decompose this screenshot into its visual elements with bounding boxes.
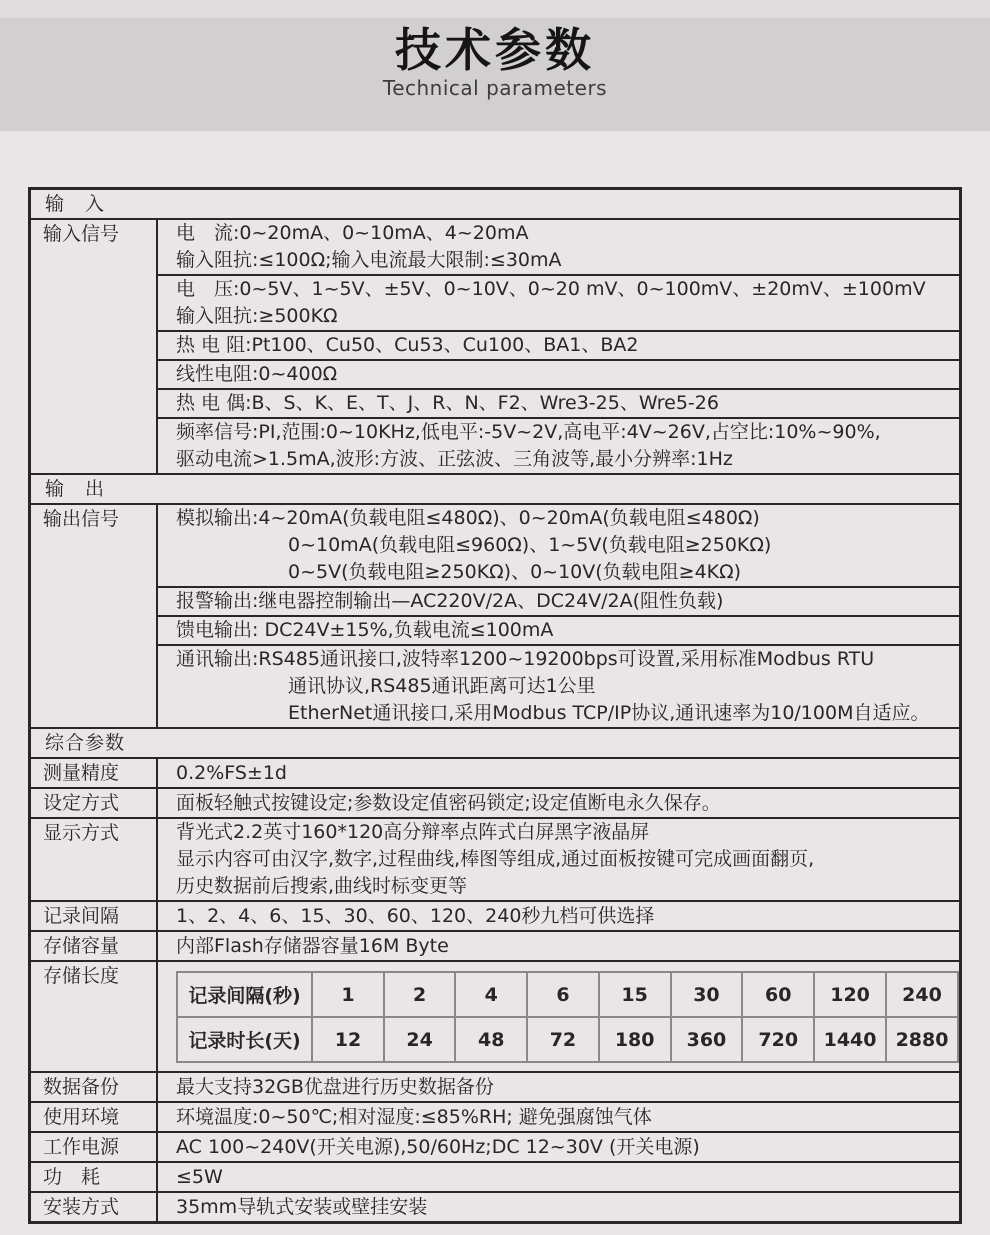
- input-subrow-rtd: [158, 330, 959, 359]
- spec-line: 35mm导轨式安装或壁挂安装: [176, 1196, 428, 1218]
- spec-line: 显示内容可由汉字,数字,过程曲线,棒图等组成,通过面板按键可完成画面翻页,: [176, 848, 815, 870]
- spec-row-accuracy: [31, 757, 959, 787]
- spec-line: 输入阻抗:≥500KΩ: [176, 305, 338, 327]
- row-label: 使用环境: [31, 1103, 158, 1131]
- storage-table-wrap: [158, 962, 959, 1071]
- spec-row-record-interval: [31, 900, 959, 930]
- spec-line: 环境温度:0~50℃;相对湿度:≤85%RH; 避免强腐蚀气体: [176, 1106, 652, 1128]
- storage-cell: 180: [599, 1017, 671, 1062]
- spec-row-storage-length: [31, 960, 959, 1071]
- spec-line: ≤5W: [176, 1166, 223, 1188]
- storage-cell: 48: [455, 1017, 527, 1062]
- storage-cell: 24: [384, 1017, 456, 1062]
- storage-cell: 2880: [886, 1017, 958, 1062]
- input-subrow-frequency: [158, 417, 959, 473]
- spec-row-data-backup: [31, 1071, 959, 1101]
- spec-row-storage-capacity: [31, 930, 959, 960]
- output-subrow-feed: [158, 615, 959, 644]
- spec-line: 电 压:0~5V、1~5V、±5V、0~10V、0~20 mV、0~100mV、±20mV、±100mV: [176, 278, 926, 300]
- storage-length-content: [158, 962, 959, 1071]
- spec-row-input-signal: [31, 218, 959, 473]
- spec-line: 面板轻触式按键设定;参数设定值密码锁定;设定值断电永久保存。: [176, 792, 721, 814]
- row-label: 输出信号: [31, 505, 158, 727]
- row-label: 设定方式: [31, 789, 158, 817]
- page-title: 技术参数: [395, 23, 595, 77]
- storage-cell: 1: [312, 972, 384, 1017]
- storage-length-table: [176, 971, 959, 1063]
- input-subrow-linear-resistance: [158, 359, 959, 388]
- spec-row-output-signal: [31, 503, 959, 727]
- spec-row-power-consumption: [31, 1161, 959, 1191]
- storage-cell: 60: [742, 972, 814, 1017]
- input-subrow-current: [158, 220, 959, 274]
- spec-line: 背光式2.2英寸160*120高分辩率点阵式白屏黑字液晶屏: [176, 821, 650, 843]
- spec-row-power-supply: [31, 1131, 959, 1161]
- section-header-output: 输 出: [45, 478, 106, 500]
- row-label: 显示方式: [31, 819, 158, 900]
- display-content: [158, 819, 959, 900]
- input-signal-content: [158, 220, 959, 473]
- output-subrow-communication: [158, 644, 959, 727]
- storage-cell: 720: [742, 1017, 814, 1062]
- output-subrow-analog: [158, 505, 959, 586]
- display-lines: [158, 819, 959, 900]
- title-band: [0, 18, 990, 131]
- storage-cell: 1440: [814, 1017, 886, 1062]
- output-subrow-alarm: [158, 586, 959, 615]
- storage-cell: 6: [527, 972, 599, 1017]
- storage-row-label: 记录时长(天): [177, 1017, 312, 1062]
- output-signal-content: [158, 505, 959, 727]
- section-row-output: [31, 473, 959, 503]
- section-header-general: 综合参数: [45, 732, 126, 754]
- spec-line: 0.2%FS±1d: [176, 762, 287, 784]
- storage-cell: 15: [599, 972, 671, 1017]
- storage-cell: 360: [671, 1017, 743, 1062]
- spec-row-installation: [31, 1191, 959, 1221]
- spec-line: AC 100~240V(开关电源),50/60Hz;DC 12~30V (开关电源): [176, 1136, 700, 1158]
- section-header-input: 输 入: [45, 193, 106, 215]
- spec-line: 内部Flash存储器容量16M Byte: [176, 935, 449, 957]
- input-subrow-voltage: [158, 274, 959, 330]
- storage-cell: 240: [886, 972, 958, 1017]
- row-label: 存储容量: [31, 932, 158, 960]
- spec-line: 通讯协议,RS485通讯距离可达1公里: [288, 675, 596, 697]
- storage-row-label: 记录间隔(秒): [177, 972, 312, 1017]
- spec-line: 馈电输出: DC24V±15%,负载电流≤100mA: [176, 619, 554, 641]
- spec-row-setting-method: [31, 787, 959, 817]
- spec-line: 模拟输出:4~20mA(负载电阻≤480Ω)、0~20mA(负载电阻≤480Ω): [176, 507, 760, 529]
- spec-line: 报警输出:继电器控制输出—AC220V/2A、DC24V/2A(阻性负载): [176, 590, 724, 612]
- spec-line: 驱动电流>1.5mA,波形:方波、正弦波、三角波等,最小分辨率:1Hz: [176, 448, 733, 470]
- section-row-input: [31, 190, 959, 218]
- storage-interval-row: [177, 972, 958, 1017]
- storage-cell: 72: [527, 1017, 599, 1062]
- storage-duration-row: [177, 1017, 958, 1062]
- spec-line: 1、2、4、6、15、30、60、120、240秒九档可供选择: [176, 905, 655, 927]
- row-label: 记录间隔: [31, 902, 158, 930]
- spec-line: 0~10mA(负载电阻≤960Ω)、1~5V(负载电阻≥250KΩ): [288, 534, 772, 556]
- row-label: 功 耗: [31, 1163, 158, 1191]
- spec-line: 最大支持32GB优盘进行历史数据备份: [176, 1076, 494, 1098]
- storage-cell: 2: [384, 972, 456, 1017]
- storage-cell: 30: [671, 972, 743, 1017]
- row-label: 测量精度: [31, 759, 158, 787]
- section-row-general: [31, 727, 959, 757]
- storage-cell: 120: [814, 972, 886, 1017]
- input-subrow-thermocouple: [158, 388, 959, 417]
- spec-line: 热 电 偶:B、S、K、E、T、J、R、N、F2、Wre3-25、Wre5-26: [176, 392, 719, 414]
- spec-line: 历史数据前后搜索,曲线时标变更等: [176, 875, 468, 897]
- spec-line: 频率信号:PI,范围:0~10KHz,低电平:-5V~2V,高电平:4V~26V,占空比:10%~90%,: [176, 421, 881, 443]
- storage-cell: 12: [312, 1017, 384, 1062]
- spec-line: EtherNet通讯接口,采用Modbus TCP/IP协议,通讯速率为10/100M自适应。: [288, 702, 930, 724]
- spec-line: 线性电阻:0~400Ω: [176, 363, 338, 385]
- spec-table: [28, 187, 962, 1224]
- row-label: 输入信号: [31, 220, 158, 473]
- spec-row-environment: [31, 1101, 959, 1131]
- row-label: 工作电源: [31, 1133, 158, 1161]
- spec-line: 通讯输出:RS485通讯接口,波特率1200~19200bps可设置,采用标准Modbus RTU: [176, 648, 875, 670]
- spec-line: 电 流:0~20mA、0~10mA、4~20mA: [176, 222, 529, 244]
- spec-line: 0~5V(负载电阻≥250KΩ)、0~10V(负载电阻≥4KΩ): [288, 561, 742, 583]
- spec-line: 热 电 阻:Pt100、Cu50、Cu53、Cu100、BA1、BA2: [176, 334, 639, 356]
- spec-line: 输入阻抗:≤100Ω;输入电流最大限制:≤30mA: [176, 249, 562, 271]
- spec-row-display: [31, 817, 959, 900]
- top-strip: [0, 0, 990, 18]
- row-label: 数据备份: [31, 1073, 158, 1101]
- row-label: 存储长度: [31, 962, 158, 1071]
- page-subtitle: Technical parameters: [382, 76, 608, 100]
- row-label: 安装方式: [31, 1193, 158, 1221]
- storage-cell: 4: [455, 972, 527, 1017]
